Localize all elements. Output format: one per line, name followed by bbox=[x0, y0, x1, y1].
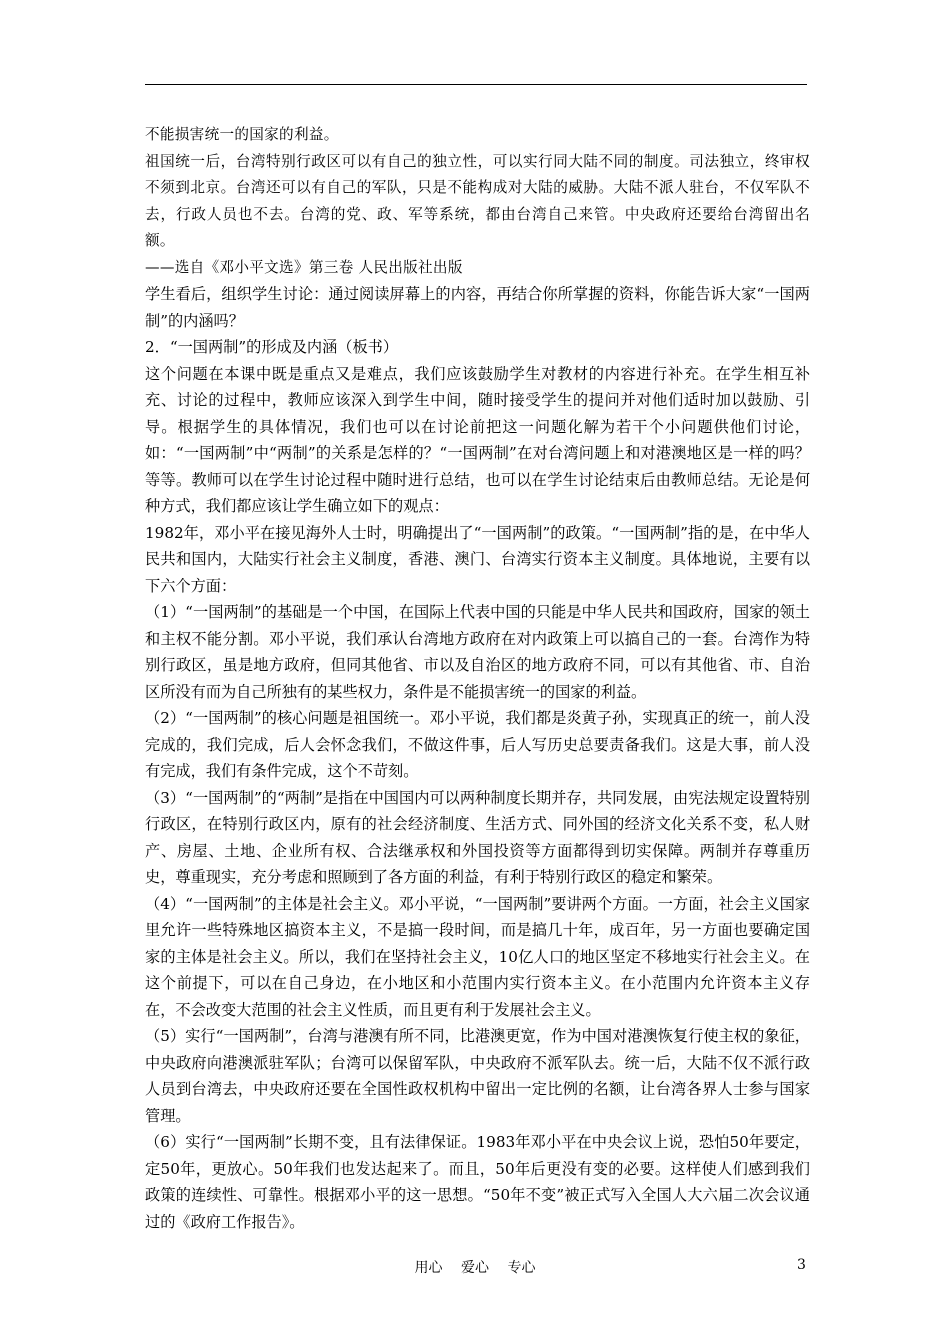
quote-source: ——选自《邓小平文选》第三卷 人民出版社出版 bbox=[145, 258, 463, 276]
footer-motto: 用心 爱心 专心 bbox=[414, 1260, 536, 1276]
point-6: （6）实行“一国两制”长期不变，且有法律保证。1983年邓小平在中央会议上说，恐怕50年要定，定50年，更放心。50年我们也发达起来了。而且，50年后更没有变的必要。这样使人们感到我们政策的连续性、可靠性。根据邓小平的这一思想。“50年不变”被正式写入全国人大六届二次会议通过的《政府工作报告》。 bbox=[145, 1133, 810, 1231]
header-rule bbox=[145, 84, 807, 85]
policy-intro: 1982年，邓小平在接见海外人士时，明确提出了“一国两制”的政策。“一国两制”指的是，在中华人民共和国内，大陆实行社会主义制度，香港、澳门、台湾实行资本主义制度。具体地说，主要有以下六个方面： bbox=[145, 523, 810, 595]
point-4: （4）“一国两制”的主体是社会主义。邓小平说，“一国两制”要讲两个方面。一方面，社会主义国家里允许一些特殊地区搞资本主义，不是搞一段时间，而是搞几十年，成百年，另一方面也要确定国家的主体是社会主义。所以，我们在坚持社会主义，10亿人口的地区坚定不移地实行社会主义。在这个前提下，可以在自己身边，在小地区和小范围内实行资本主义。在小范围内允许资本主义存在，不会改变大范围的社会主义性质，而且更有利于发展社会主义。 bbox=[145, 894, 810, 1019]
teaching-guidance: 这个问题在本课中既是重点又是难点，我们应该鼓励学生对教材的内容进行补充。在学生相互补充、讨论的过程中，教师应该深入到学生中间，随时接受学生的提问并对他们适时加以鼓励、引导。根据学生的具体情况，我们也可以在讨论前把这一问题化解为若干个小问题供他们讨论，如：“一国两制”中“两制”的关系是怎样的？“一国两制”在对台湾问题上和对港澳地区是一样的吗？等等。教师可以在学生讨论过程中随时进行总结，也可以在学生讨论结束后由教师总结。无论是何种方式，我们都应该让学生确立如下的观点： bbox=[145, 364, 810, 515]
point-3: （3）“一国两制”的“两制”是指在中国国内可以两种制度长期并存，共同发展，由宪法规定设置特别行政区，在特别行政区内，原有的社会经济制度、生活方式、同外国的经济文化关系不变，私人财产、房屋、土地、企业所有权、合法继承权和外国投资等方面都得到切实保障。两制并存尊重历史，尊重现实，充分考虑和照顾到了各方面的利益，有利于特别行政区的稳定和繁荣。 bbox=[145, 788, 810, 886]
document-body bbox=[145, 122, 810, 1235]
section-heading: 2．“一国两制”的形成及内涵（板书） bbox=[145, 338, 399, 356]
quote-paragraph: 祖国统一后，台湾特别行政区可以有自己的独立性，可以实行同大陆不同的制度。司法独立，终审权不须到北京。台湾还可以有自己的军队，只是不能构成对大陆的威胁。大陆不派人驻台，不仅军队不去，行政人员也不去。台湾的党、政、军等系统，都由台湾自己来管。中央政府还要给台湾留出名额。 bbox=[145, 152, 810, 249]
point-5: （5）实行“一国两制”，台湾与港澳有所不同，比港澳更宽，作为中国对港澳恢复行使主权的象征，中央政府向港澳派驻军队；台湾可以保留军队，中央政府不派军队去。统一后，大陆不仅不派行政人员到台湾去，中央政府还要在全国性政权机构中留出一定比例的名额，让台湾各界人士参与国家管理。 bbox=[145, 1027, 810, 1125]
page-number: 3 bbox=[797, 1257, 806, 1273]
point-1: （1）“一国两制”的基础是一个中国，在国际上代表中国的只能是中华人民共和国政府，国家的领土和主权不能分割。邓小平说，我们承认台湾地方政府在对内政策上可以搞自己的一套。台湾作为特别行政区，虽是地方政府，但同其他省、市以及自治区的地方政府不同，可以有其他省、市、自治区所没有而为自己所独有的某些权力，条件是不能损害统一的国家的利益。 bbox=[145, 603, 810, 701]
discussion-prompt: 学生看后，组织学生讨论：通过阅读屏幕上的内容，再结合你所掌握的资料，你能告诉大家“一国两制”的内涵吗？ bbox=[145, 285, 810, 330]
quote-line-1: 不能损害统一的国家的利益。 bbox=[145, 126, 339, 143]
point-2: （2）“一国两制”的核心问题是祖国统一。邓小平说，我们都是炎黄子孙，实现真正的统一，前人没完成的，我们完成，后人会怀念我们，不做这件事，后人写历史总要责备我们。这是大事，前人没有完成，我们有条件完成，这个不苛刻。 bbox=[145, 709, 810, 780]
